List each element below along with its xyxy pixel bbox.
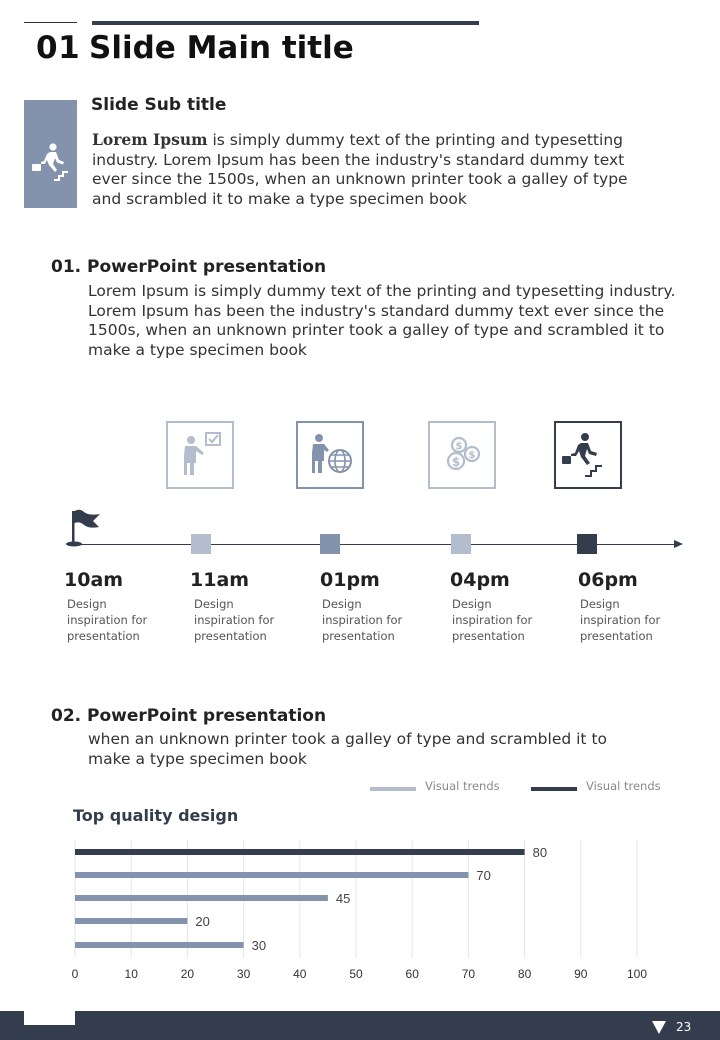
timeline-time-11am: 11am xyxy=(190,569,250,591)
bar-chart xyxy=(0,830,720,990)
timeline-arrow-head xyxy=(674,540,683,548)
x-tick-label: 10 xyxy=(124,967,138,981)
section1-title: 01. PowerPoint presentation xyxy=(51,257,327,277)
svg-text:$: $ xyxy=(455,441,463,452)
bar xyxy=(75,942,244,948)
timeline-time-10am: 10am xyxy=(64,569,124,591)
timeline-marker-06pm xyxy=(577,534,597,554)
timeline-desc-01pm: Design inspiration for presentation xyxy=(322,597,403,643)
subtitle-paragraph xyxy=(92,130,652,209)
bar xyxy=(75,872,468,878)
subtitle-body-text: is simply dummy text of the printing and typesetting industry. Lorem Ipsum has been the industry's standard dummy text ever since the 1500s, when an unknown printer took a galley of type and scrambled it to make a type specimen book xyxy=(92,131,628,208)
timeline-marker-04pm xyxy=(451,534,471,554)
bar-value-label: 20 xyxy=(195,914,210,929)
x-tick-label: 100 xyxy=(626,967,648,981)
bar xyxy=(75,895,328,901)
section1-paragraph: Lorem Ipsum is simply dummy text of the printing and typesetting industry. Lorem Ipsum has been the industry's standard dummy text ever since the 1500s, when an unknown printer took a galley of type and scrambled it to make a type specimen book xyxy=(88,282,676,359)
subtitle-icon-panel xyxy=(24,100,77,208)
section2-paragraph: when an unknown printer took a galley of type and scrambled it to make a type specimen book xyxy=(88,730,608,768)
bar xyxy=(75,849,525,855)
timeline-desc-10am: Design inspiration for presentation xyxy=(67,597,148,643)
x-tick-label: 70 xyxy=(461,967,476,981)
x-tick-label: 40 xyxy=(293,967,307,981)
x-tick-label: 60 xyxy=(405,967,419,981)
subtitle: Slide Sub title xyxy=(91,95,227,115)
triangle-down-icon xyxy=(652,1021,666,1034)
timeline-desc-04pm: Design inspiration for presentation xyxy=(452,597,533,643)
timeline-marker-01pm xyxy=(320,534,340,554)
bar-value-label: 70 xyxy=(476,868,491,883)
footer-bar xyxy=(0,1011,720,1040)
legend-label-2: Visual trends xyxy=(586,779,661,793)
timeline-icon-box-04pm xyxy=(428,421,496,489)
x-tick-label: 20 xyxy=(180,967,195,981)
presenter-checklist-icon xyxy=(168,423,232,487)
lead-bold-text: Lorem Ipsum xyxy=(92,130,208,149)
x-tick-label: 90 xyxy=(574,967,588,981)
x-tick-label: 50 xyxy=(349,967,363,981)
timeline-icon-box-01pm xyxy=(296,421,364,489)
page-title: Slide Main title xyxy=(89,30,354,66)
timeline-icon-box-11am xyxy=(166,421,234,489)
x-tick-label: 30 xyxy=(236,967,251,981)
legend-label-1: Visual trends xyxy=(425,779,500,793)
footer-tab xyxy=(24,1011,75,1025)
dollar-coins-icon xyxy=(430,423,494,487)
person-climbing-stairs-icon xyxy=(556,423,620,487)
x-tick-label: 80 xyxy=(517,967,532,981)
bar-value-label: 80 xyxy=(532,845,548,860)
chart-title: Top quality design xyxy=(73,806,239,825)
svg-text:$: $ xyxy=(468,450,476,461)
page-number: 23 xyxy=(676,1020,692,1034)
timeline-desc-11am: Design inspiration for presentation xyxy=(194,597,275,643)
timeline-time-06pm: 06pm xyxy=(578,569,638,591)
bar-value-label: 45 xyxy=(335,891,351,906)
slide-number: 01 xyxy=(36,30,81,66)
timeline-time-04pm: 04pm xyxy=(450,569,510,591)
header-rule-long xyxy=(92,21,479,25)
timeline-icon-box-06pm xyxy=(554,421,622,489)
bar-value-label: 30 xyxy=(251,938,267,953)
person-climbing-stairs-icon xyxy=(24,100,77,208)
svg-text:$: $ xyxy=(451,455,461,469)
legend-swatch-2 xyxy=(531,787,577,791)
timeline-marker-11am xyxy=(191,534,211,554)
flag-icon xyxy=(62,508,102,548)
section2-title: 02. PowerPoint presentation xyxy=(51,706,327,726)
header-rule-short xyxy=(24,22,77,23)
timeline-desc-06pm: Design inspiration for presentation xyxy=(580,597,661,643)
timeline-time-01pm: 01pm xyxy=(320,569,380,591)
x-tick-label: 0 xyxy=(71,967,79,981)
legend-swatch-1 xyxy=(370,787,416,791)
bar xyxy=(75,918,187,924)
presenter-globe-icon xyxy=(298,423,362,487)
